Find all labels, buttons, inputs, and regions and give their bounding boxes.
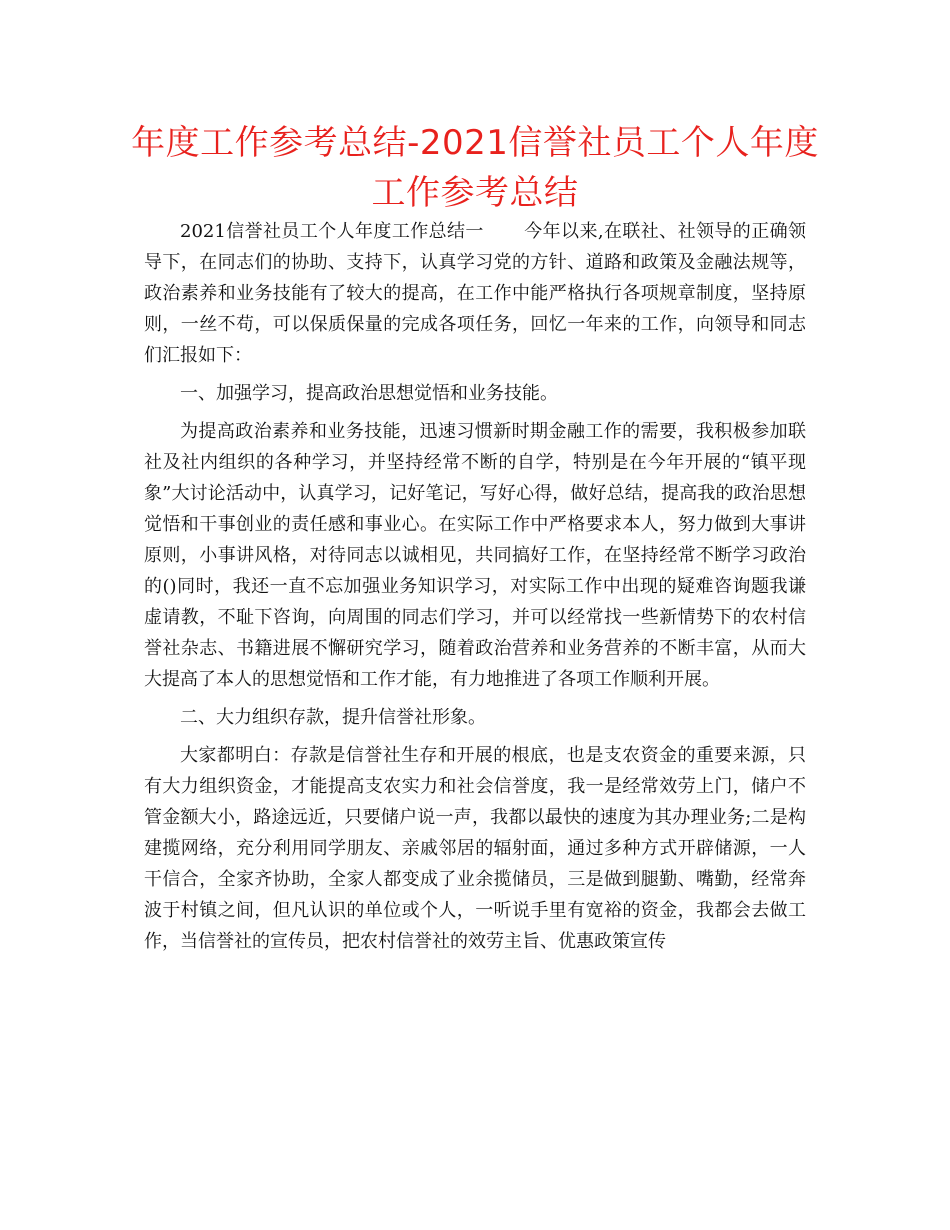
- intro-paragraph: [144, 216, 806, 371]
- body-paragraph-deposits: 大家都明白：存款是信誉社生存和开展的根底，也是支农资金的重要来源，只有大力组织资金，才能提高支农实力和社会信誉度，我一是经常效劳上门，储户不管金额大小，路途远近，只要储户说一声，我都以最快的速度为其办理业务;二是构建揽网络，充分利用同学朋友、亲戚邻居的辐射面，通过多种方式开辟储源，一人干信合，全家齐协助，全家人都变成了业余揽储员，三是做到腿勤、嘴勤，经常奔波于村镇之间，但凡认识的单位或个人，一听说手里有宽裕的资金，我都会去做工作，当信誉社的宣传员，把农村信誉社的效劳主旨、优惠政策宣传: [144, 745, 806, 952]
- intro-heading: 2021信誉社员工个人年度工作总结一: [180, 221, 484, 242]
- document-title: 年度工作参考总结-2021信誉社员工个人年度工作参考总结: [131, 123, 819, 213]
- section-heading-deposits: 二、大力组织存款，提升信誉社形象。: [180, 707, 486, 728]
- intro-text: 今年以来,在联社、社领导的正确领导下，在同志们的协助、支持下，认真学习党的方针、道路和政策及金融法规等，政治素养和业务技能有了较大的提高，在工作中能严格执行各项规章制度，坚持原则，一丝不苟，可以保质保量的完成各项任务，回忆一年来的工作，向领导和同志们汇报如下：: [144, 221, 806, 366]
- section-heading-study: 一、加强学习，提高政治思想觉悟和业务技能。: [180, 383, 558, 404]
- body-paragraph-study: 为提高政治素养和业务技能，迅速习惯新时期金融工作的需要，我积极参加联社及社内组织的各种学习，并坚持经常不断的自学，特别是在今年开展的“镇平现象”大讨论活动中，认真学习，记好笔记，写好心得，做好总结，提高我的政治思想觉悟和干事创业的责任感和事业心。在实际工作中严格要求本人，努力做到大事讲原则，小事讲风格，对待同志以诚相见，共同搞好工作，在坚持经常不断学习政治的()同时，我还一直不忘加强业务知识学习，对实际工作中出现的疑难咨询题我谦虚请教，不耻下咨询，向周围的同志们学习，并可以经常找一些新情势下的农村信誉社杂志、书籍进展不懈研究学习，随着政治营养和业务营养的不断丰富，从而大大提高了本人的思想觉悟和工作才能，有力地推进了各项工作顺利开展。: [144, 421, 806, 690]
- document-body: [144, 216, 806, 964]
